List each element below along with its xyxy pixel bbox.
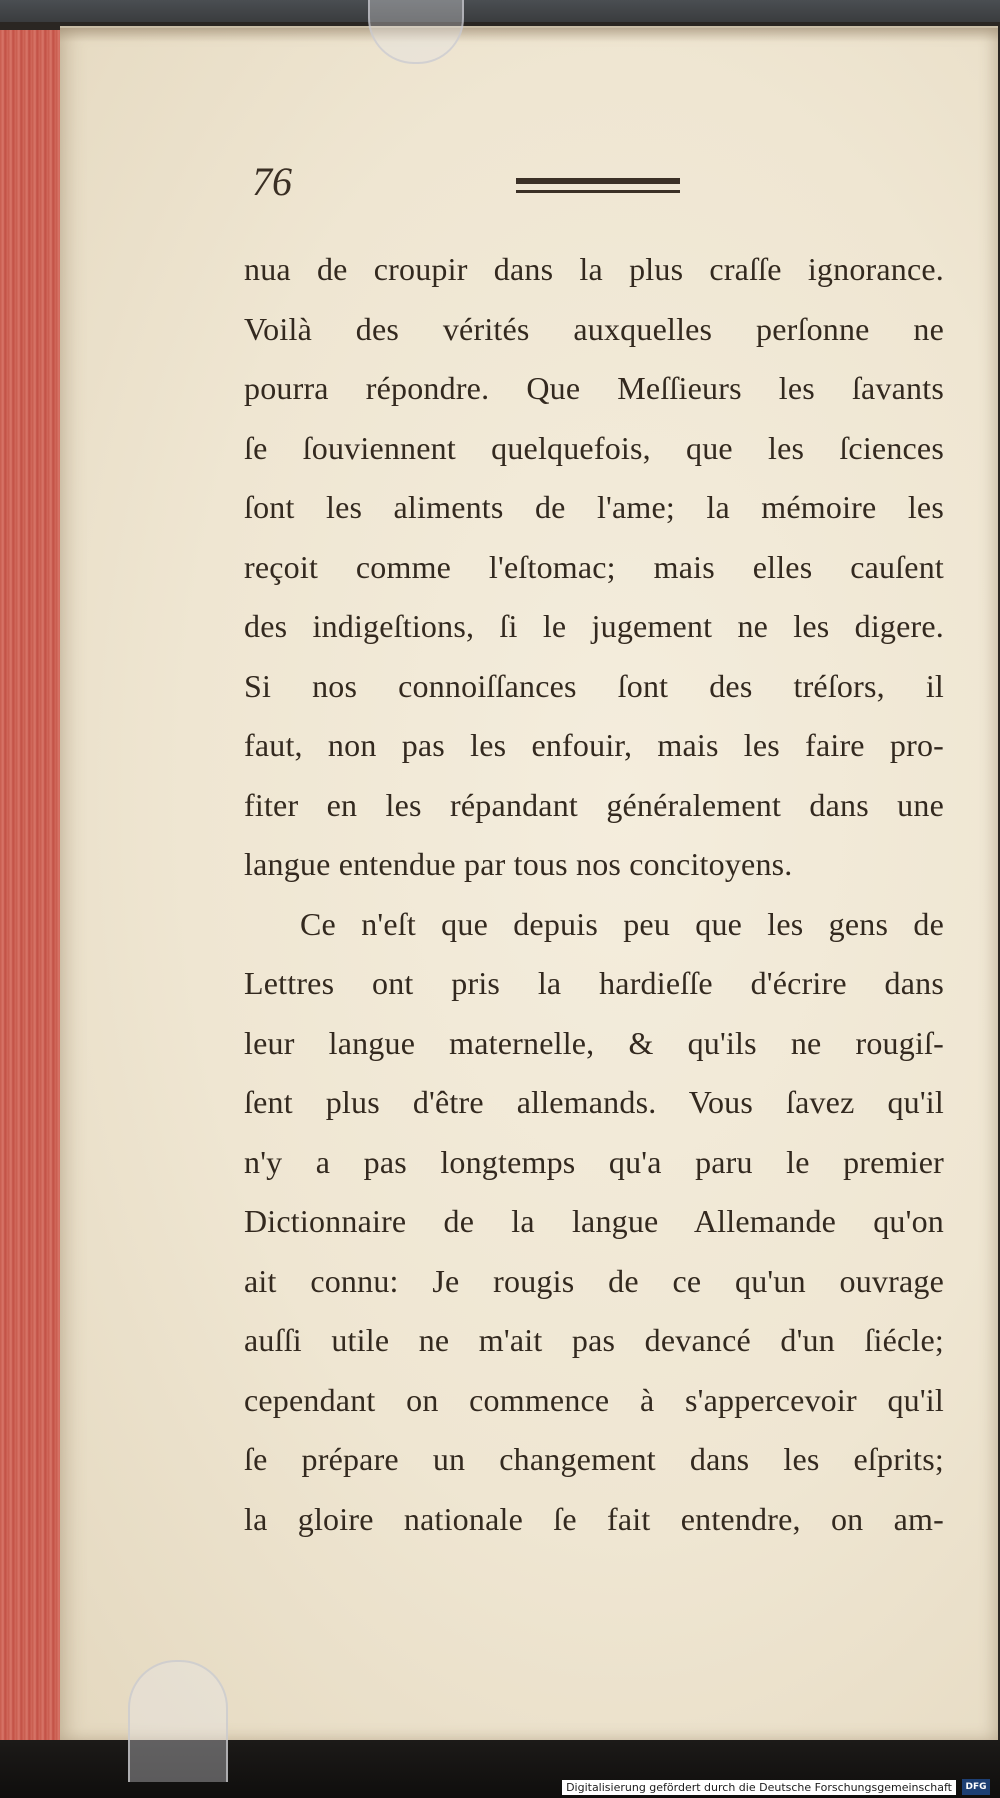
text-line: ſent plus d'être allemands. Vous ſavez qu'il: [244, 1084, 944, 1120]
book-red-edge: [0, 30, 64, 1742]
text-line: auſſi utile ne m'ait pas devancé d'un ſiécle;: [244, 1322, 944, 1358]
text-line: ſe ſouviennent quelquefois, que les ſciences: [244, 429, 944, 466]
text-line: la gloire nationale ſe fait entendre, on am-: [244, 1500, 944, 1537]
text-line: ſe prépare un changement dans les eſprits;: [244, 1441, 944, 1477]
dfg-logo: DFG: [962, 1779, 990, 1795]
text-line: cependant on commence à s'appercevoir qu'il: [244, 1381, 944, 1418]
header-ornament-rule: [516, 178, 680, 196]
text-line: langue entendue par tous nos concitoyens.: [244, 846, 793, 882]
text-line: Dictionnaire de la langue Allemande qu'on: [244, 1203, 944, 1239]
text-line: Lettres ont pris la hardieſſe d'écrire dans: [244, 965, 944, 1001]
text-line: Si nos connoiſſances ſont des tréſors, il: [244, 667, 944, 704]
header-rule-thick: [516, 178, 680, 184]
text-line: fiter en les répandant généralement dans une: [244, 786, 944, 823]
text-line: reçoit comme l'eſtomac; mais elles cauſent: [244, 548, 944, 585]
holder-clip-bottom: [128, 1660, 228, 1782]
text-line: nua de croupir dans la plus craſſe ignorance.: [244, 251, 944, 287]
header-rule-thin: [516, 190, 680, 193]
text-line: pourra répondre. Que Meſſieurs les ſavants: [244, 370, 944, 406]
text-line: Voilà des vérités auxquelles perſonne ne: [244, 310, 944, 347]
text-line: n'y a pas longtemps qu'a paru le premier: [244, 1143, 944, 1180]
body-text: [244, 240, 944, 1549]
text-line: Ce n'eſt que depuis peu que les gens de: [300, 905, 944, 942]
text-line: ſont les aliments de l'ame; la mémoire les: [244, 489, 944, 525]
scan-top-border: [0, 0, 1000, 22]
digitization-credit: Digitalisierung gefördert durch die Deutsche Forschungsgemeinschaft: [562, 1780, 956, 1795]
text-line: ait connu: Je rougis de ce qu'un ouvrage: [244, 1262, 944, 1299]
text-line: des indigeſtions, ſi le jugement ne les digere.: [244, 608, 944, 644]
text-line: faut, non pas les enfouir, mais les faire pro-: [244, 727, 944, 763]
page-number: 76: [252, 159, 292, 204]
text-line: leur langue maternelle, & qu'ils ne rougiſ-: [244, 1024, 944, 1061]
page-top-shadow: [60, 28, 998, 42]
